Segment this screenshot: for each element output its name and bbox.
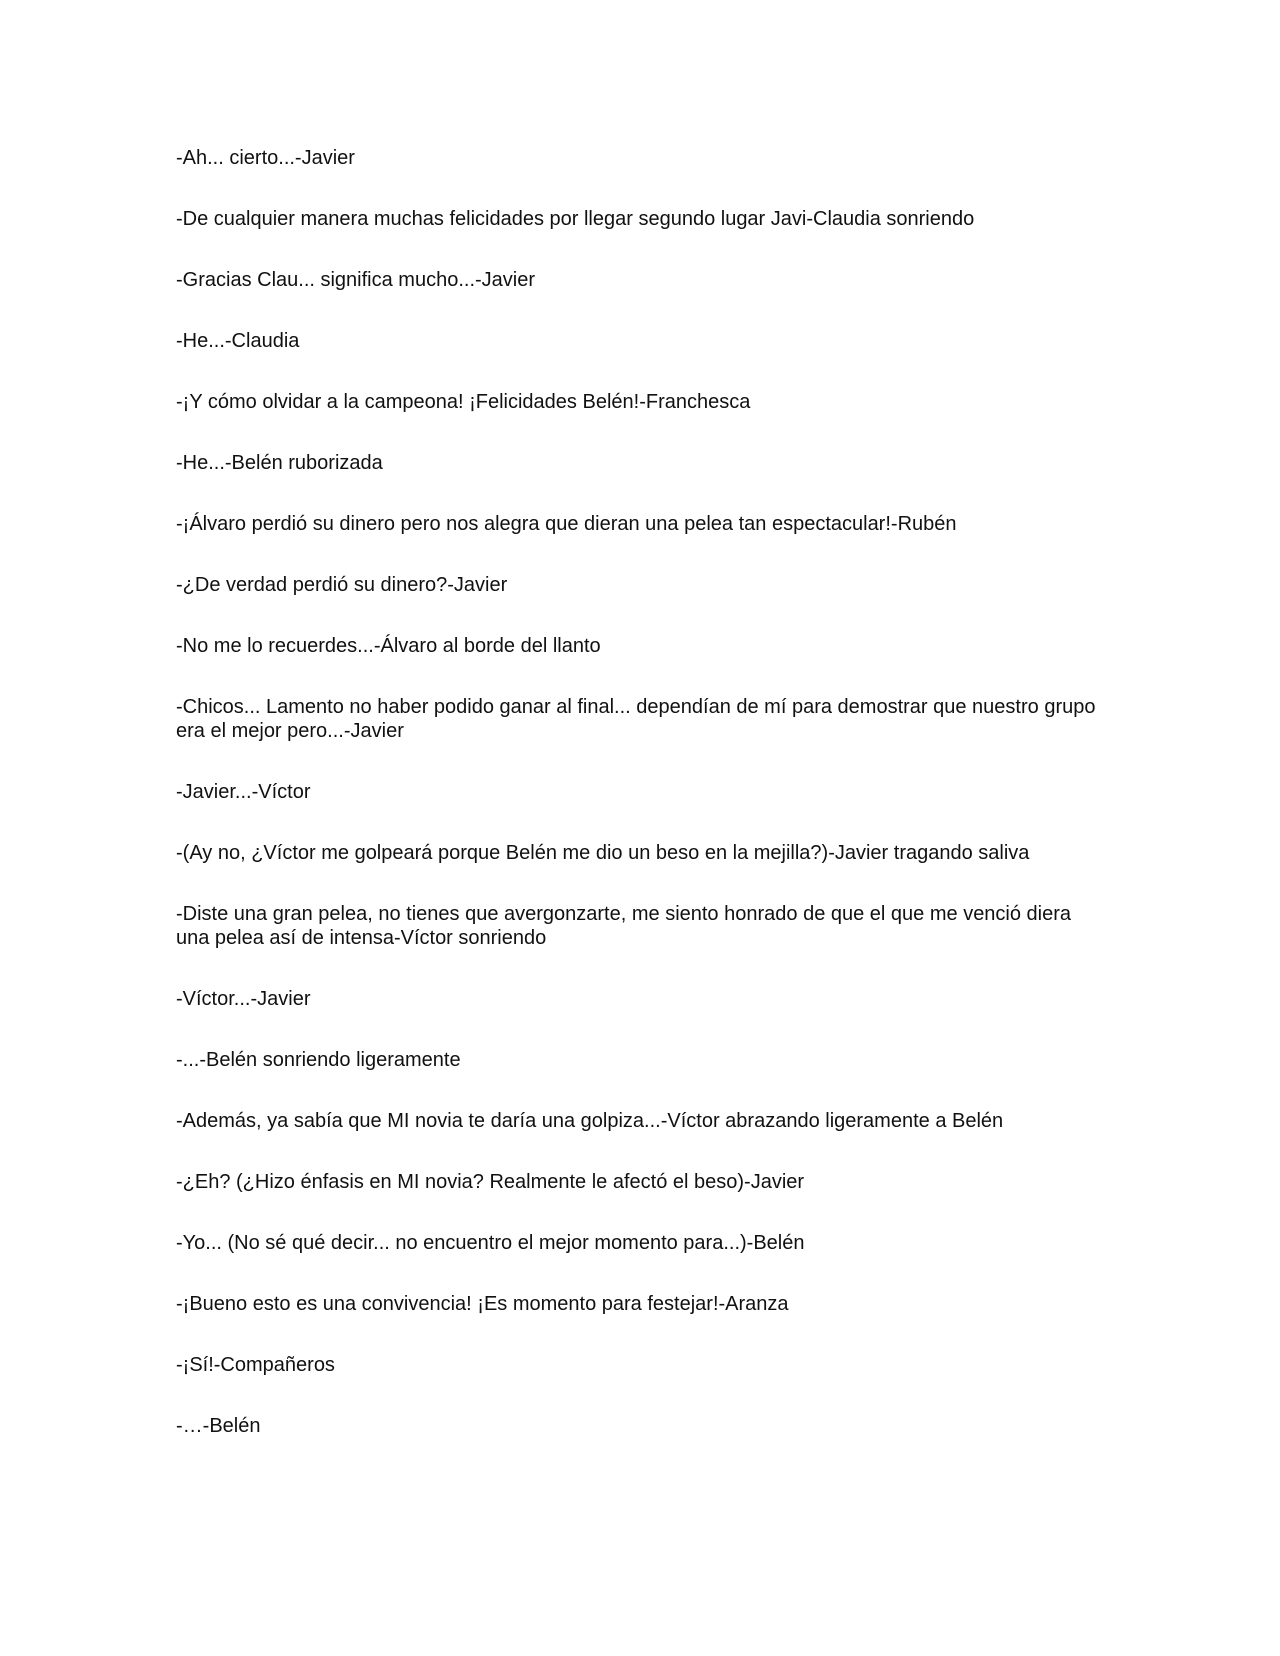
paragraph: -Chicos... Lamento no haber podido ganar al final... dependían de mí para demostrar que nuestro grupo era el mejor pero...-Javier	[176, 696, 1102, 742]
paragraph: -De cualquier manera muchas felicidades por llegar segundo lugar Javi-Claudia sonriendo	[176, 208, 975, 230]
paragraph: -...-Belén sonriendo ligeramente	[176, 1049, 461, 1071]
dialogue-text	[176, 146, 1102, 1475]
paragraph: -¿Eh? (¿Hizo énfasis en MI novia? Realmente le afectó el beso)-Javier	[176, 1171, 805, 1193]
paragraph: -He...-Belén ruborizada	[176, 452, 383, 474]
paragraph: -¡Bueno esto es una convivencia! ¡Es momento para festejar!-Aranza	[176, 1293, 789, 1315]
paragraph: -Además, ya sabía que MI novia te daría una golpiza...-Víctor abrazando ligeramente a Belén	[176, 1110, 1004, 1132]
paragraph: -¡Álvaro perdió su dinero pero nos alegra que dieran una pelea tan espectacular!-Rubén	[176, 513, 957, 535]
paragraph: -Ah... cierto...-Javier	[176, 147, 355, 169]
paragraph: -Gracias Clau... significa mucho...-Javier	[176, 269, 536, 291]
paragraph: -¡Sí!-Compañeros	[176, 1354, 335, 1376]
paragraph: -Javier...-Víctor	[176, 781, 311, 803]
paragraph: -¿De verdad perdió su dinero?-Javier	[176, 574, 508, 596]
paragraph: -Víctor...-Javier	[176, 988, 311, 1010]
paragraph: -Diste una gran pelea, no tienes que avergonzarte, me siento honrado de que el que me venció diera una pelea así de intensa-Víctor sonriendo	[176, 903, 1077, 949]
paragraph: -¡Y cómo olvidar a la campeona! ¡Felicidades Belén!-Franchesca	[176, 391, 751, 413]
paragraph: -(Ay no, ¿Víctor me golpeará porque Belén me dio un beso en la mejilla?)-Javier tragando saliva	[176, 842, 1030, 864]
paragraph: -No me lo recuerdes...-Álvaro al borde del llanto	[176, 635, 601, 657]
paragraph: -…-Belén	[176, 1415, 261, 1437]
paragraph: -Yo... (No sé qué decir... no encuentro el mejor momento para...)-Belén	[176, 1232, 805, 1254]
paragraph: -He...-Claudia	[176, 330, 300, 352]
